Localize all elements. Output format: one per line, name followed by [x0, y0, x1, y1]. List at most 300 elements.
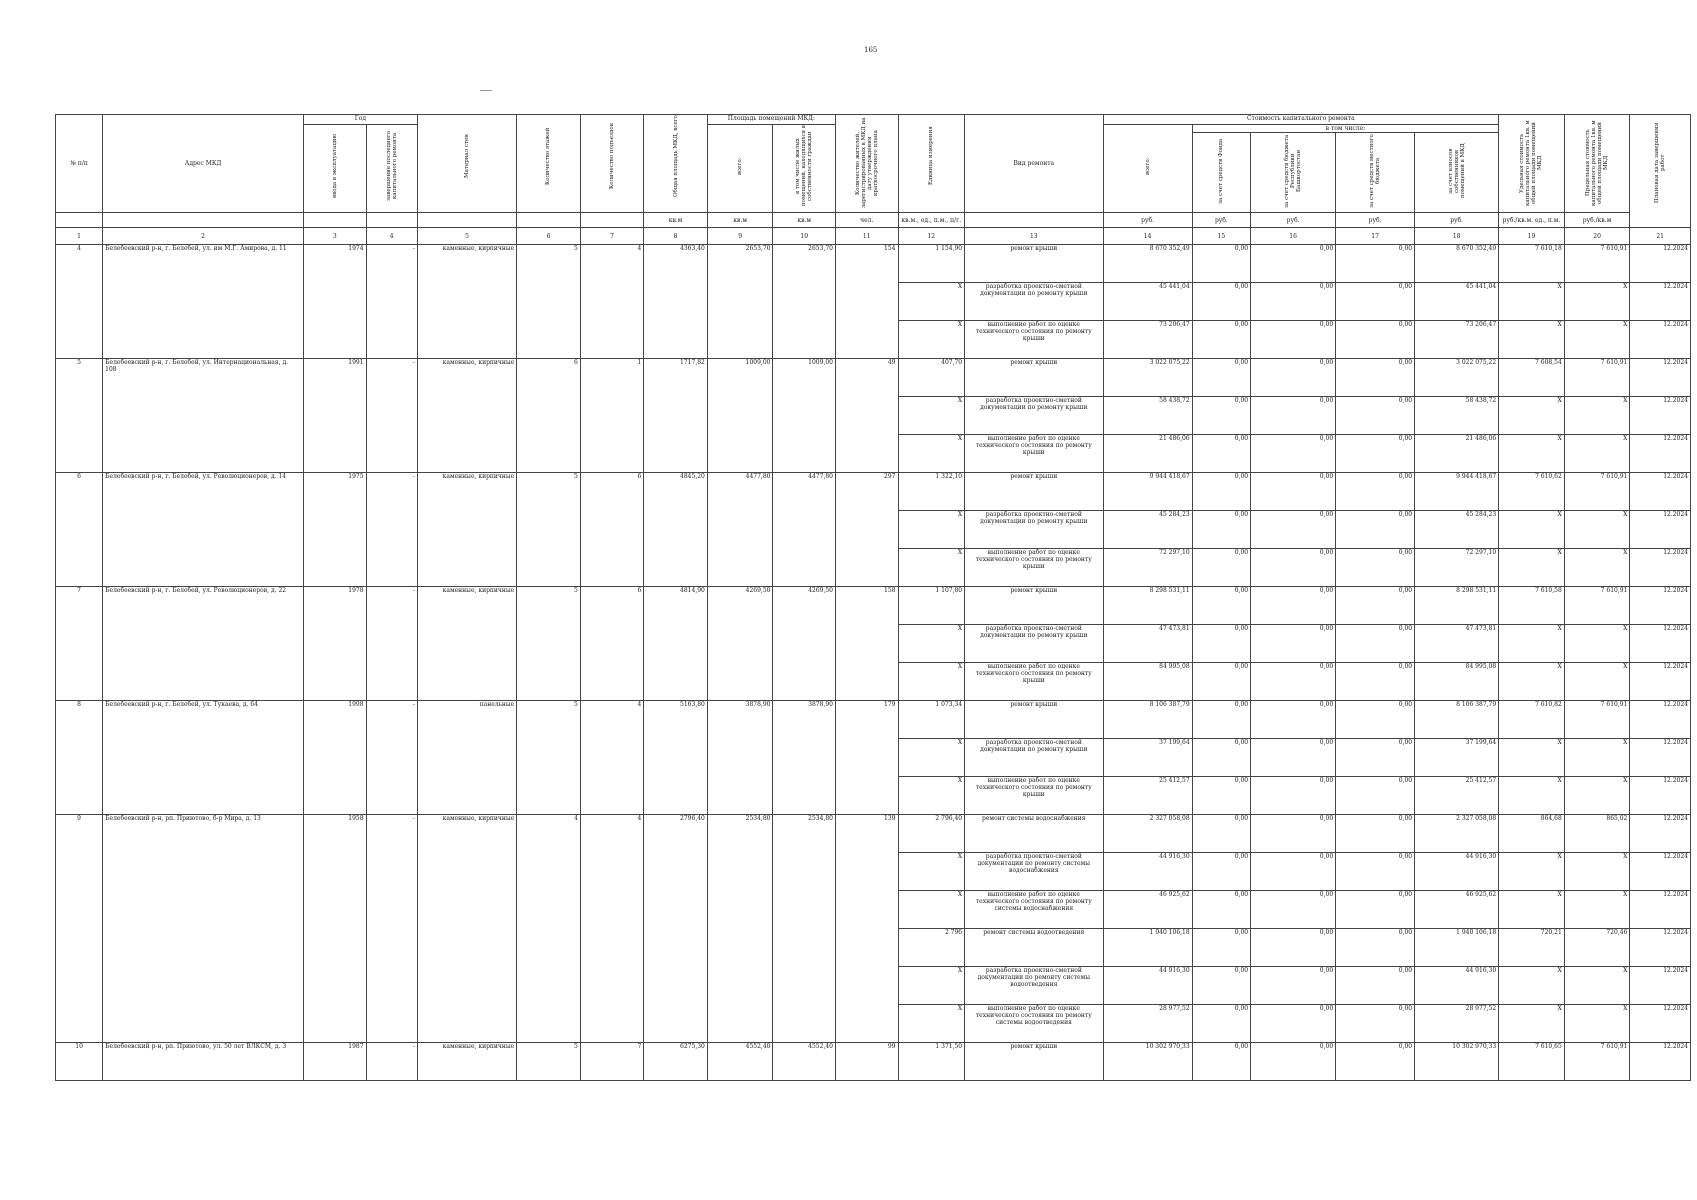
cost-republic: 0,00	[1251, 359, 1336, 397]
work-type: выполнение работ по оценке технического состояния по ремонту крыши	[965, 663, 1103, 701]
column-number: 18	[1415, 228, 1499, 245]
max-cost: X	[1564, 321, 1630, 359]
column-number: 1	[56, 228, 103, 245]
cost-total: 21 486,06	[1103, 435, 1192, 473]
header-premises-total	[707, 125, 773, 213]
max-cost: X	[1564, 853, 1630, 891]
cost-republic: 0,00	[1251, 663, 1336, 701]
max-cost: 720,46	[1564, 929, 1630, 967]
year-last-repair: -	[366, 701, 417, 815]
cost-total: 25 412,57	[1103, 777, 1192, 815]
header-cost-fund	[1192, 133, 1250, 213]
year-built: 1987	[304, 1043, 367, 1081]
entrances-count: 6	[580, 587, 644, 701]
cost-fund: 0,00	[1192, 853, 1250, 891]
column-number: 5	[417, 228, 516, 245]
deadline: 12.2024	[1630, 777, 1691, 815]
deadline: 12.2024	[1630, 435, 1691, 473]
unit-private: кв.м	[773, 213, 836, 228]
cost-total: 9 944 418,67	[1103, 473, 1192, 511]
column-number: 13	[965, 228, 1103, 245]
cost-total: 10 302 970,33	[1103, 1043, 1192, 1081]
cost-republic: 0,00	[1251, 511, 1336, 549]
header-cost-total	[1103, 125, 1192, 213]
work-type: ремонт крыши	[965, 1043, 1103, 1081]
work-unit: X	[898, 777, 965, 815]
table-row	[56, 245, 1691, 283]
house-number: 5	[56, 359, 103, 473]
cost-fund: 0,00	[1192, 1005, 1250, 1043]
wall-material: каменные, кирпичные	[417, 359, 516, 473]
max-cost: 865,02	[1564, 815, 1630, 853]
cost-total: 3 022 075,22	[1103, 359, 1192, 397]
header-premises-private	[773, 125, 836, 213]
deadline: 12.2024	[1630, 321, 1691, 359]
total-area: 4814,90	[644, 587, 708, 701]
entrances-count: 4	[580, 245, 644, 359]
max-cost: X	[1564, 283, 1630, 321]
work-type: разработка проектно-сметной документации по ремонту крыши	[965, 397, 1103, 435]
unit-cost: X	[1499, 625, 1565, 663]
unit-cost: X	[1499, 1005, 1565, 1043]
cost-fund: 0,00	[1192, 663, 1250, 701]
cost-fund: 0,00	[1192, 625, 1250, 663]
cost-owners: 37 199,64	[1415, 739, 1499, 777]
max-cost: X	[1564, 549, 1630, 587]
deadline: 12.2024	[1630, 625, 1691, 663]
wall-material: каменные, кирпичные	[417, 587, 516, 701]
deadline: 12.2024	[1630, 701, 1691, 739]
deadline: 12.2024	[1630, 511, 1691, 549]
cost-local: 0,00	[1336, 663, 1415, 701]
cost-local: 0,00	[1336, 435, 1415, 473]
cost-republic: 0,00	[1251, 549, 1336, 587]
deadline: 12.2024	[1630, 549, 1691, 587]
cost-owners: 58 438,72	[1415, 397, 1499, 435]
house-address: Белебеевский р-н, г. Белебей, ул. Революционеров, д. 14	[103, 473, 304, 587]
total-area: 4363,40	[644, 245, 708, 359]
header-cost-group: Стоимость капитального ремонта	[1103, 115, 1499, 125]
cost-fund: 0,00	[1192, 283, 1250, 321]
cost-total: 8 298 531,11	[1103, 587, 1192, 625]
deadline: 12.2024	[1630, 967, 1691, 1005]
residents-count: 49	[835, 359, 898, 473]
work-type: выполнение работ по оценке технического состояния по ремонту системы водоснабжения	[965, 891, 1103, 929]
total-area: 2796,40	[644, 815, 708, 1043]
cost-local: 0,00	[1336, 891, 1415, 929]
work-type: ремонт крыши	[965, 245, 1103, 283]
unit-blank	[304, 213, 367, 228]
residents-count: 179	[835, 701, 898, 815]
cost-owners: 73 206,47	[1415, 321, 1499, 359]
cost-owners: 47 473,81	[1415, 625, 1499, 663]
work-unit: X	[898, 511, 965, 549]
year-built: 1974	[304, 245, 367, 359]
cost-republic: 0,00	[1251, 1005, 1336, 1043]
cost-owners: 45 441,04	[1415, 283, 1499, 321]
header-year-last-repair	[366, 125, 417, 213]
cost-total: 45 441,04	[1103, 283, 1192, 321]
header-unit-text: Единица измерения	[928, 126, 935, 186]
header-cost-total-text: всего:	[1144, 157, 1151, 175]
unit-cost: 7 610,58	[1499, 587, 1565, 625]
year-last-repair: -	[366, 473, 417, 587]
residents-count: 154	[835, 245, 898, 359]
unit-cost-owners: руб.	[1415, 213, 1499, 228]
house-number: 9	[56, 815, 103, 1043]
deadline: 12.2024	[1630, 929, 1691, 967]
cost-local: 0,00	[1336, 397, 1415, 435]
cost-local: 0,00	[1336, 967, 1415, 1005]
unit-cost: X	[1499, 777, 1565, 815]
private-area: 4269,50	[773, 587, 836, 701]
work-unit: 2 796,40	[898, 815, 965, 853]
unit-cost: X	[1499, 435, 1565, 473]
cost-republic: 0,00	[1251, 283, 1336, 321]
premises-area: 2534,80	[707, 815, 773, 1043]
cost-republic: 0,00	[1251, 625, 1336, 663]
work-type: разработка проектно-сметной документации по ремонту крыши	[965, 283, 1103, 321]
cost-total: 73 206,47	[1103, 321, 1192, 359]
header-deadline	[1630, 115, 1691, 228]
work-type: разработка проектно-сметной документации по ремонту системы водоснабжения	[965, 853, 1103, 891]
column-number: 11	[835, 228, 898, 245]
unit-cost: X	[1499, 663, 1565, 701]
unit-measure: кв.м., ед., п.м., п/г.	[898, 213, 965, 228]
header-deadline-text: Плановая дата завершения работ	[1654, 122, 1667, 204]
house-number: 6	[56, 473, 103, 587]
header-total-area	[644, 115, 708, 213]
total-area: 1717,82	[644, 359, 708, 473]
column-number: 4	[366, 228, 417, 245]
header-unit-cost-text: Удельная стоимость капитального ремонта 1кв. м общей площади помещений МКД	[1519, 120, 1544, 206]
work-unit: 1 073,34	[898, 701, 965, 739]
unit-cost: 7 610,62	[1499, 473, 1565, 511]
unit-cost-total: руб.	[1103, 213, 1192, 228]
work-type: разработка проектно-сметной документации по ремонту крыши	[965, 625, 1103, 663]
cost-total: 58 438,72	[1103, 397, 1192, 435]
cost-fund: 0,00	[1192, 739, 1250, 777]
header-premises-group: Площадь помещений МКД:	[707, 115, 835, 125]
header-material	[417, 115, 516, 213]
cost-local: 0,00	[1336, 245, 1415, 283]
cost-local: 0,00	[1336, 549, 1415, 587]
cost-owners: 21 486,06	[1415, 435, 1499, 473]
cost-fund: 0,00	[1192, 549, 1250, 587]
max-cost: 7 610,91	[1564, 473, 1630, 511]
header-work-type: Вид ремонта	[965, 115, 1103, 213]
cost-fund: 0,00	[1192, 815, 1250, 853]
house-number: 7	[56, 587, 103, 701]
cost-owners: 10 302 970,33	[1415, 1043, 1499, 1081]
cost-owners: 45 284,23	[1415, 511, 1499, 549]
cost-total: 45 284,23	[1103, 511, 1192, 549]
cost-republic: 0,00	[1251, 397, 1336, 435]
max-cost: X	[1564, 397, 1630, 435]
cost-fund: 0,00	[1192, 473, 1250, 511]
entrances-count: 7	[580, 1043, 644, 1081]
header-address: Адрес МКД	[103, 115, 304, 213]
work-unit: 407,70	[898, 359, 965, 397]
unit-cost: X	[1499, 397, 1565, 435]
deadline: 12.2024	[1630, 815, 1691, 853]
work-unit: 2 796	[898, 929, 965, 967]
house-address: Белебеевский р-н, рп. Приютово, б-р Мира, д. 13	[103, 815, 304, 1043]
work-type: ремонт крыши	[965, 359, 1103, 397]
max-cost: X	[1564, 511, 1630, 549]
header-cost-republic	[1251, 133, 1336, 213]
private-area: 3878,90	[773, 701, 836, 815]
year-built: 1991	[304, 359, 367, 473]
column-numbers-row	[56, 228, 1691, 245]
cost-fund: 0,00	[1192, 321, 1250, 359]
entrances-count: 4	[580, 701, 644, 815]
column-number: 19	[1499, 228, 1565, 245]
cost-fund: 0,00	[1192, 967, 1250, 1005]
floors-count: 5	[517, 245, 581, 359]
private-area: 4552,40	[773, 1043, 836, 1081]
column-number: 9	[707, 228, 773, 245]
units-row	[56, 213, 1691, 228]
unit-cost: 7 610,82	[1499, 701, 1565, 739]
residents-count: 99	[835, 1043, 898, 1081]
work-unit: X	[898, 625, 965, 663]
work-unit: X	[898, 663, 965, 701]
cost-local: 0,00	[1336, 1005, 1415, 1043]
deadline: 12.2024	[1630, 1005, 1691, 1043]
cost-fund: 0,00	[1192, 701, 1250, 739]
unit-cost: 7 608,54	[1499, 359, 1565, 397]
floors-count: 5	[517, 1043, 581, 1081]
unit-area: кв.м	[644, 213, 708, 228]
work-type: ремонт крыши	[965, 701, 1103, 739]
cost-local: 0,00	[1336, 283, 1415, 321]
cost-total: 47 473,81	[1103, 625, 1192, 663]
cost-local: 0,00	[1336, 777, 1415, 815]
year-last-repair: -	[366, 1043, 417, 1081]
work-unit: 1 154,90	[898, 245, 965, 283]
cost-local: 0,00	[1336, 587, 1415, 625]
header-year-built-text: ввода в эксплуатацию	[331, 133, 338, 199]
cost-local: 0,00	[1336, 321, 1415, 359]
work-unit: X	[898, 967, 965, 1005]
cost-local: 0,00	[1336, 815, 1415, 853]
unit-blank	[965, 213, 1103, 228]
cost-total: 1 940 106,18	[1103, 929, 1192, 967]
wall-material: каменные, кирпичные	[417, 1043, 516, 1081]
house-number: 8	[56, 701, 103, 815]
header-floors	[517, 115, 581, 213]
cost-fund: 0,00	[1192, 511, 1250, 549]
cost-total: 2 327 058,08	[1103, 815, 1192, 853]
year-built: 1978	[304, 587, 367, 701]
deadline: 12.2024	[1630, 359, 1691, 397]
floors-count: 5	[517, 473, 581, 587]
cost-republic: 0,00	[1251, 777, 1336, 815]
work-unit: X	[898, 1005, 965, 1043]
year-last-repair: -	[366, 587, 417, 701]
cost-fund: 0,00	[1192, 929, 1250, 967]
floors-count: 5	[517, 587, 581, 701]
cost-fund: 0,00	[1192, 587, 1250, 625]
work-unit: X	[898, 853, 965, 891]
unit-cost: X	[1499, 549, 1565, 587]
cost-republic: 0,00	[1251, 245, 1336, 283]
header-incl: в том числе:	[1192, 125, 1499, 133]
cost-owners: 44 916,30	[1415, 967, 1499, 1005]
header-cost-local	[1336, 133, 1415, 213]
unit-cost-local: руб.	[1336, 213, 1415, 228]
column-number: 20	[1564, 228, 1630, 245]
cost-fund: 0,00	[1192, 245, 1250, 283]
cost-owners: 8 670 352,49	[1415, 245, 1499, 283]
house-address: Белебеевский р-н, г. Белебей, ул. им М.Г. Амирова, д. 11	[103, 245, 304, 359]
cost-local: 0,00	[1336, 701, 1415, 739]
cost-owners: 46 925,62	[1415, 891, 1499, 929]
cost-republic: 0,00	[1251, 815, 1336, 853]
column-number: 10	[773, 228, 836, 245]
cost-republic: 0,00	[1251, 473, 1336, 511]
header-residents-text: Количество жителей, зарегистрированных в МКД на дату утверждения краткосрочного плана	[854, 117, 879, 209]
column-number: 12	[898, 228, 965, 245]
cost-local: 0,00	[1336, 473, 1415, 511]
unit-cost: 864,68	[1499, 815, 1565, 853]
deadline: 12.2024	[1630, 283, 1691, 321]
cost-total: 8 670 352,49	[1103, 245, 1192, 283]
deadline: 12.2024	[1630, 663, 1691, 701]
cost-republic: 0,00	[1251, 891, 1336, 929]
cost-republic: 0,00	[1251, 321, 1336, 359]
unit-cost-fund: руб.	[1192, 213, 1250, 228]
header-material-text: Материал стен	[464, 134, 470, 178]
deadline: 12.2024	[1630, 245, 1691, 283]
unit-blank	[103, 213, 304, 228]
unit-cost: X	[1499, 283, 1565, 321]
private-area: 2534,80	[773, 815, 836, 1043]
repair-plan-sheet	[55, 114, 1691, 1081]
residents-count: 297	[835, 473, 898, 587]
column-number: 7	[580, 228, 644, 245]
column-number: 8	[644, 228, 708, 245]
cost-total: 72 297,10	[1103, 549, 1192, 587]
unit-cost: X	[1499, 739, 1565, 777]
work-type: выполнение работ по оценке технического состояния по ремонту крыши	[965, 435, 1103, 473]
unit-cost: 7 610,65	[1499, 1043, 1565, 1081]
header-year-group: Год	[304, 115, 418, 125]
entrances-count: 6	[580, 473, 644, 587]
header-cost-republic-text: за счет средств бюджета Республики Башкортостан	[1284, 134, 1303, 208]
cost-owners: 44 916,30	[1415, 853, 1499, 891]
work-unit: X	[898, 321, 965, 359]
house-address: Белебеевский р-н, г. Белебей, ул. Революционеров, д. 22	[103, 587, 304, 701]
cost-republic: 0,00	[1251, 435, 1336, 473]
year-last-repair: -	[366, 245, 417, 359]
unit-cost: 720,21	[1499, 929, 1565, 967]
table-header	[56, 115, 1691, 245]
house-number: 10	[56, 1043, 103, 1081]
column-number: 16	[1251, 228, 1336, 245]
column-number: 14	[1103, 228, 1192, 245]
header-max-cost	[1564, 115, 1630, 213]
table-body	[56, 245, 1691, 1081]
work-unit: X	[898, 435, 965, 473]
cost-fund: 0,00	[1192, 397, 1250, 435]
header-floors-text: Количество этажей	[545, 127, 552, 185]
unit-max-cost: руб./кв.м	[1564, 213, 1630, 228]
residents-count: 158	[835, 587, 898, 701]
cost-local: 0,00	[1336, 359, 1415, 397]
unit-blank	[417, 213, 516, 228]
cost-republic: 0,00	[1251, 701, 1336, 739]
unit-cost-republic: руб.	[1251, 213, 1336, 228]
deadline: 12.2024	[1630, 891, 1691, 929]
unit-cost: 7 610,18	[1499, 245, 1565, 283]
unit-cost: X	[1499, 511, 1565, 549]
work-unit: X	[898, 397, 965, 435]
header-cost-owners	[1415, 133, 1499, 213]
work-type: ремонт крыши	[965, 587, 1103, 625]
premises-area: 3878,90	[707, 701, 773, 815]
header-entrances-text: Количество подъездов	[609, 123, 616, 189]
header-cost-fund-text: за счет средств Фонда	[1218, 138, 1225, 204]
cost-total: 37 199,64	[1103, 739, 1192, 777]
header-year-last-repair-text: завершение последнего капитального ремонта	[385, 130, 398, 202]
cost-fund: 0,00	[1192, 359, 1250, 397]
page-number: 165	[864, 46, 878, 54]
cost-total: 8 106 387,79	[1103, 701, 1192, 739]
unit-unit-cost: руб./кв.м. ед., п.м.	[1499, 213, 1565, 228]
max-cost: X	[1564, 967, 1630, 1005]
cost-total: 46 925,62	[1103, 891, 1192, 929]
table-row	[56, 587, 1691, 625]
unit-blank	[517, 213, 581, 228]
work-type: выполнение работ по оценке технического состояния по ремонту крыши	[965, 321, 1103, 359]
unit-cost: X	[1499, 321, 1565, 359]
private-area: 2653,70	[773, 245, 836, 359]
cost-republic: 0,00	[1251, 967, 1336, 1005]
deadline: 12.2024	[1630, 587, 1691, 625]
cost-total: 84 995,08	[1103, 663, 1192, 701]
header-total-area-text: Общая площадь МКД, всего	[672, 115, 679, 197]
house-address: Белебеевский р-н, г. Белебей, ул. Интернациональная, д. 108	[103, 359, 304, 473]
wall-material: каменные, кирпичные	[417, 473, 516, 587]
work-unit: X	[898, 549, 965, 587]
unit-cost: X	[1499, 853, 1565, 891]
cost-owners: 25 412,57	[1415, 777, 1499, 815]
house-address: Белебеевский р-н, рп. Приютово, ул. 50 лет ВЛКСМ, д. 3	[103, 1043, 304, 1081]
cost-owners: 1 940 106,18	[1415, 929, 1499, 967]
header-unit	[898, 115, 965, 213]
max-cost: 7 610,91	[1564, 587, 1630, 625]
header-year-built	[304, 125, 367, 213]
table-row	[56, 701, 1691, 739]
cost-total: 28 977,52	[1103, 1005, 1192, 1043]
cost-owners: 8 106 387,79	[1415, 701, 1499, 739]
repair-plan-table	[55, 114, 1691, 1081]
work-type: ремонт системы водоотведения	[965, 929, 1103, 967]
year-built: 1975	[304, 473, 367, 587]
year-built: 1998	[304, 701, 367, 815]
table-row	[56, 1043, 1691, 1081]
cost-fund: 0,00	[1192, 1043, 1250, 1081]
column-number: 2	[103, 228, 304, 245]
header-n: № п/п	[56, 115, 103, 213]
cost-local: 0,00	[1336, 625, 1415, 663]
year-last-repair: -	[366, 359, 417, 473]
cost-owners: 9 944 418,67	[1415, 473, 1499, 511]
work-type: выполнение работ по оценке технического состояния по ремонту крыши	[965, 777, 1103, 815]
work-type: ремонт системы водоснабжения	[965, 815, 1103, 853]
